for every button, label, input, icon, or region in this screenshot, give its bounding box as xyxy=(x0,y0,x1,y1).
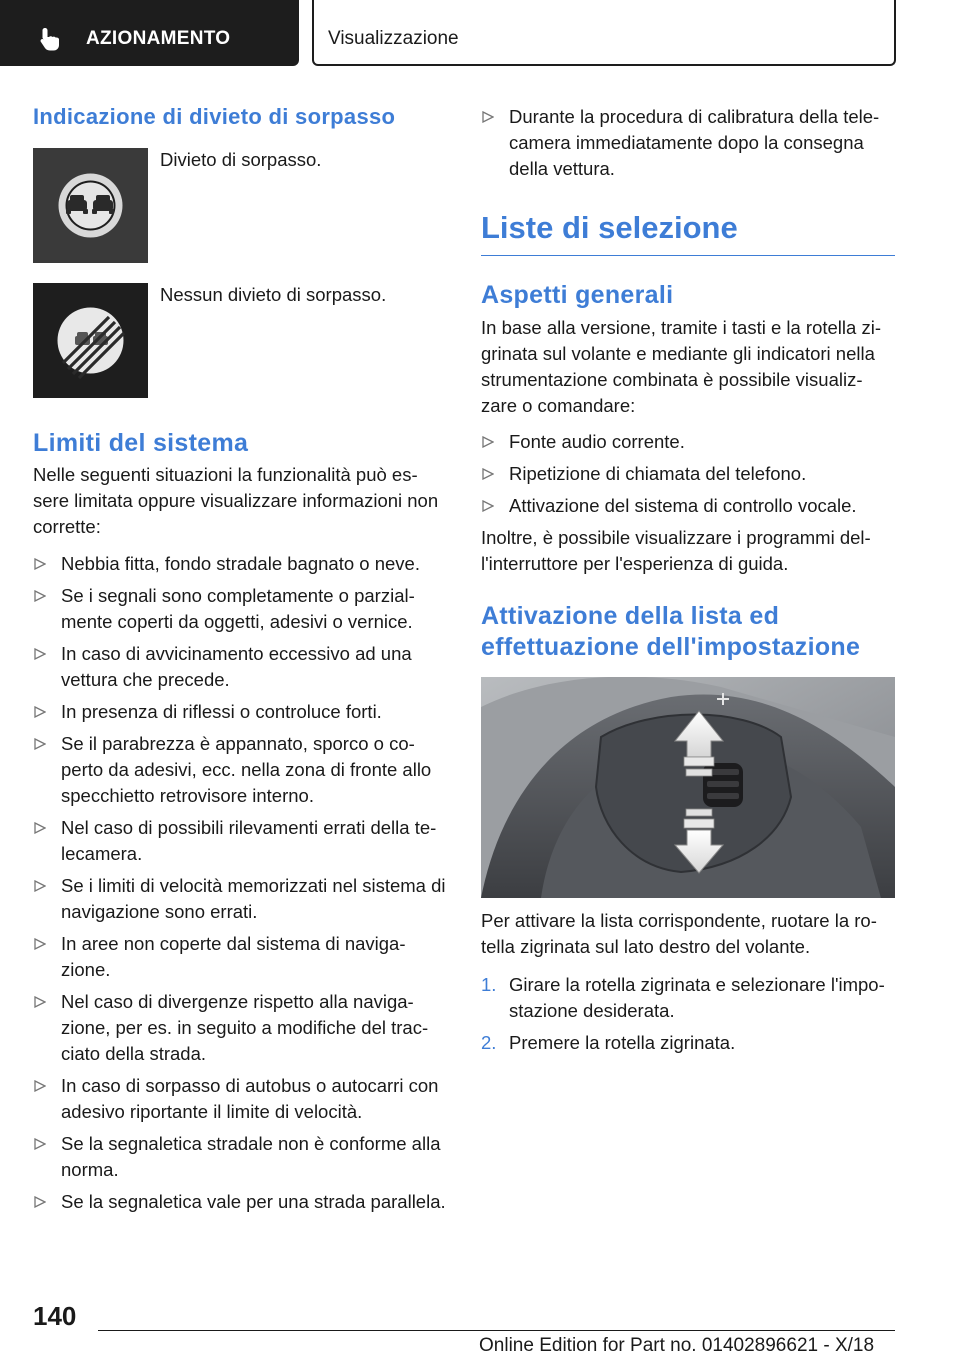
list-item: Nel caso di divergenze rispetto alla naviga-zione, per es. in seguito a modifiche del trac-ciato della strada. xyxy=(33,989,448,1067)
triangle-bullet-icon xyxy=(34,938,46,950)
triangle-bullet-icon xyxy=(482,111,494,123)
triangle-bullet-icon xyxy=(34,996,46,1008)
limits-intro: Nelle seguenti situazioni la funzionalità può es-sere limitata oppure visualizzare informazioni non corrette: xyxy=(33,464,439,537)
limits-list xyxy=(33,551,448,1215)
list-item: In presenza di riflessi o controluce forti. xyxy=(33,699,448,725)
calibration-list xyxy=(481,104,895,182)
list-item: In caso di sorpasso di autobus o autocarri con adesivo riportante il limite di velocità. xyxy=(33,1073,448,1125)
list-item: Ripetizione di chiamata del telefono. xyxy=(481,461,895,487)
steps-list xyxy=(481,972,895,1056)
page-number: 140 xyxy=(33,1301,77,1331)
step-number: 2. xyxy=(481,1032,497,1053)
triangle-bullet-icon xyxy=(34,1138,46,1150)
sign-no-overtake-caption: Divieto di sorpasso. xyxy=(160,149,322,170)
heading-lists: Liste di selezione xyxy=(481,210,738,245)
triangle-bullet-icon xyxy=(34,648,46,660)
right-column xyxy=(481,100,895,1062)
triangle-bullet-icon xyxy=(482,468,494,480)
list-item: Se la segnaletica stradale non è conforme alla norma. xyxy=(33,1131,448,1183)
no-overtaking-sign-icon xyxy=(33,148,148,263)
list-item: In aree non coperte dal sistema di naviga-zione. xyxy=(33,931,448,983)
step-item: 1. Girare la rotella zigrinata e selezionare l'impo-stazione desiderata. xyxy=(481,974,885,1021)
triangle-bullet-icon xyxy=(34,822,46,834)
section-title: AZIONAMENTO xyxy=(86,28,231,49)
section-tab xyxy=(0,0,299,66)
list-item: Nebbia fitta, fondo stradale bagnato o neve. xyxy=(33,551,448,577)
end-no-overtaking-sign-icon xyxy=(33,283,148,398)
list-item: Se la segnaletica vale per una strada parallela. xyxy=(33,1189,448,1215)
triangle-bullet-icon xyxy=(482,436,494,448)
triangle-bullet-icon xyxy=(34,1080,46,1092)
triangle-bullet-icon xyxy=(34,880,46,892)
subsection-title: Visualizzazione xyxy=(328,28,459,49)
triangle-bullet-icon xyxy=(34,738,46,750)
triangle-bullet-icon xyxy=(482,500,494,512)
general-outro: Inoltre, è possibile visualizzare i programmi del-l'interruttore per l'esperienza di guida. xyxy=(481,527,871,574)
triangle-bullet-icon xyxy=(34,1196,46,1208)
step-item: 2. Premere la rotella zigrinata. xyxy=(481,1030,895,1056)
list-item: Nel caso di possibili rilevamenti errati della te-lecamera. xyxy=(33,815,448,867)
heading-rule xyxy=(481,255,895,256)
heading-limits: Limiti del sistema xyxy=(33,429,249,457)
triangle-bullet-icon xyxy=(34,590,46,602)
list-item: Durante la procedura di calibratura della tele-camera immediatamente dopo la consegna della vettura. xyxy=(481,104,895,182)
general-list xyxy=(481,429,895,519)
list-item: In caso di avvicinamento eccessivo ad una vettura che precede. xyxy=(33,641,448,693)
activation-text: Per attivare la lista corrispondente, ruotare la ro-tella zigrinata sul lato destro del volante. xyxy=(481,910,877,957)
left-column xyxy=(33,100,448,1221)
hand-pointer-icon xyxy=(38,26,64,52)
heading-overtake: Indicazione di divieto di sorpasso xyxy=(33,104,396,129)
sign-no-overtake-row xyxy=(33,148,448,263)
heading-general: Aspetti generali xyxy=(481,281,674,309)
list-item: Se i limiti di velocità memorizzati nel sistema di navigazione sono errati. xyxy=(33,873,448,925)
list-item: Se il parabrezza è appannato, sporco o co-perto da adesivi, ecc. nella zona di fronte allo specchietto retrovisore interno. xyxy=(33,731,448,809)
sign-end-no-overtake-caption: Nessun divieto di sorpasso. xyxy=(160,284,387,305)
footer-rule xyxy=(98,1330,895,1331)
step-number: 1. xyxy=(481,974,497,995)
general-intro: In base alla versione, tramite i tasti e la rotella zi-grinata sul volante e mediante gli indicatori nella strumentazione combinata è possibile visualiz-zare o comandare: xyxy=(481,317,881,416)
triangle-bullet-icon xyxy=(34,706,46,718)
heading-activation: Attivazione della lista ed effettuazione dell'impostazione xyxy=(481,602,861,661)
triangle-bullet-icon xyxy=(34,558,46,570)
subsection-tab xyxy=(312,0,896,66)
list-item: Se i segnali sono completamente o parzial-mente coperti da oggetti, adesivi o vernice. xyxy=(33,583,448,635)
list-item: Attivazione del sistema di controllo vocale. xyxy=(481,493,895,519)
page-header xyxy=(0,0,960,66)
list-item: Fonte audio corrente. xyxy=(481,429,895,455)
footer-edition: Online Edition for Part no. 01402896621 - X/18 xyxy=(479,1335,875,1356)
sign-end-no-overtake-row xyxy=(33,283,448,398)
steering-wheel-photo xyxy=(481,677,895,898)
